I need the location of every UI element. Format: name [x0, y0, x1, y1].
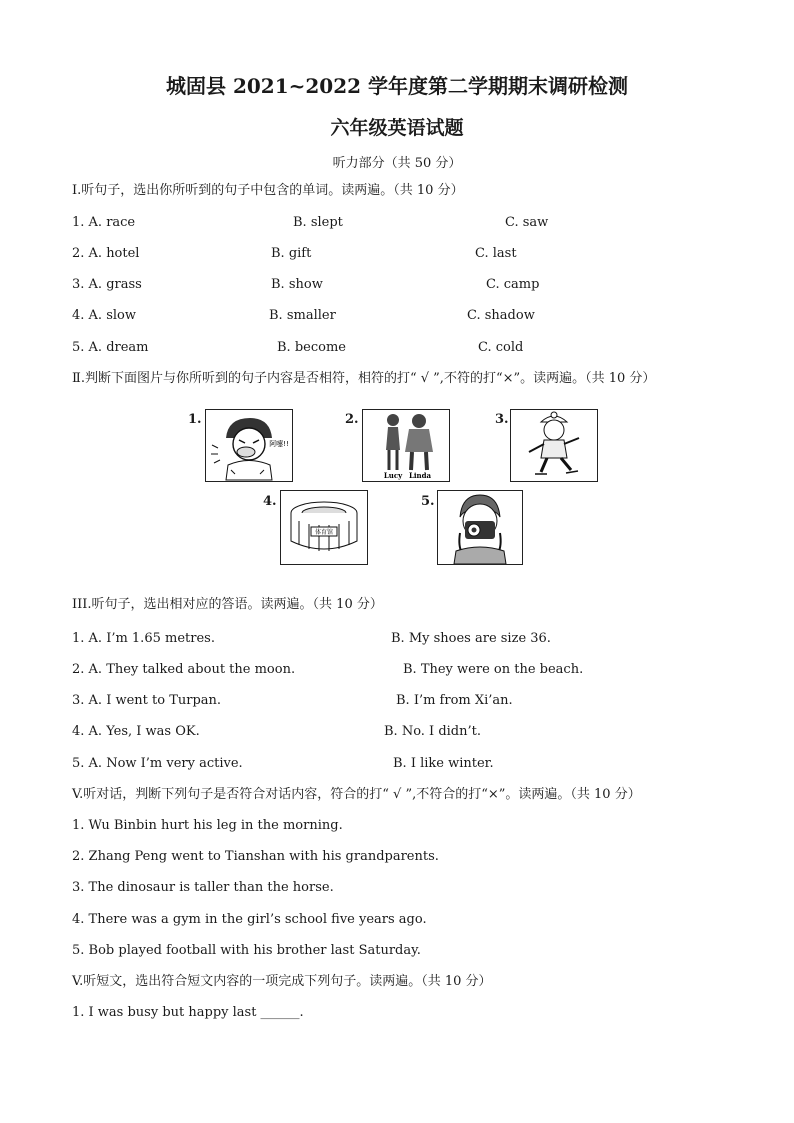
- s5-question-1: 1. I was busy but happy last ______.: [72, 1005, 304, 1020]
- s1-q3-option-c: C. camp: [486, 277, 540, 292]
- s1-q5-option-c: C. cold: [478, 340, 524, 355]
- s3-q2-option-b: B. They were on the beach.: [403, 662, 584, 677]
- s1-q2-option-c: C. last: [475, 246, 517, 261]
- s1-q3-option-a: 3. A. grass: [72, 277, 142, 292]
- s1-q5-option-b: B. become: [277, 340, 346, 355]
- s1-q4-option-b: B. smaller: [269, 308, 336, 323]
- picture-1: [205, 409, 293, 482]
- s3-q5-option-b: B. I like winter.: [393, 756, 494, 771]
- s3-q4-option-a: 4. A. Yes, I was OK.: [72, 724, 200, 739]
- section3-heading: III.听句子，选出相对应的答语。读两遍。（共 10 分）: [72, 597, 383, 612]
- s3-q1-option-a: 1. A. I’m 1.65 metres.: [72, 631, 215, 646]
- s1-q2-option-a: 2. A. hotel: [72, 246, 140, 261]
- s1-q5-option-a: 5. A. dream: [72, 340, 149, 355]
- picture-4: [280, 490, 368, 565]
- section4-heading: V.听对话，判断下列句子是否符合对话内容，符合的打“ √ ”,不符合的打“×”。读两遍。（共 10 分）: [72, 787, 641, 802]
- picture-4-number: 4.: [263, 494, 277, 509]
- section1-heading: I.听句子，选出你所听到的句子中包含的单词。读两遍。（共 10 分）: [72, 183, 464, 198]
- s1-q1-option-b: B. slept: [293, 215, 343, 230]
- listening-part-label: 听力部分（共 50 分）: [332, 156, 462, 171]
- sneezing-boy-icon: [206, 410, 292, 481]
- s3-q3-option-a: 3. A. I went to Turpan.: [72, 693, 222, 708]
- s4-statement-3: 3. The dinosaur is taller than the horse.: [72, 880, 334, 895]
- s3-q4-option-b: B. No. I didn’t.: [384, 724, 481, 739]
- two-girls-icon: [363, 410, 449, 481]
- picture-5-number: 5.: [421, 494, 435, 509]
- picture-3-number: 3.: [495, 412, 509, 427]
- s3-q5-option-a: 5. A. Now I’m very active.: [72, 756, 243, 771]
- stadium-sign-text: 体育馆: [314, 529, 334, 536]
- s3-q1-option-b: B. My shoes are size 36.: [391, 631, 551, 646]
- stadium-icon: [281, 491, 367, 564]
- picture-2-number: 2.: [345, 412, 359, 427]
- picture-2: [362, 409, 450, 482]
- s1-q3-option-b: B. show: [271, 277, 323, 292]
- s3-q3-option-b: B. I’m from Xi’an.: [396, 693, 513, 708]
- s1-q4-option-a: 4. A. slow: [72, 308, 136, 323]
- s4-statement-1: 1. Wu Binbin hurt his leg in the morning.: [72, 818, 343, 833]
- picture-3: [510, 409, 598, 482]
- s1-q1-option-a: 1. A. race: [72, 215, 136, 230]
- s4-statement-4: 4. There was a gym in the girl’s school five years ago.: [72, 912, 427, 927]
- s4-statement-5: 5. Bob played football with his brother last Saturday.: [72, 943, 421, 958]
- picture-1-number: 1.: [188, 412, 202, 427]
- s4-statement-2: 2. Zhang Peng went to Tianshan with his grandparents.: [72, 849, 439, 864]
- section5-heading: V.听短文，选出符合短文内容的一项完成下列句子。读两遍。（共 10 分）: [72, 974, 492, 989]
- left-girl-name: Lucy: [383, 471, 403, 480]
- exam-title: 城固县 2021~2022 学年度第二学期期末调研检测: [165, 74, 628, 98]
- picture-5: [437, 490, 523, 565]
- s1-q1-option-c: C. saw: [505, 215, 549, 230]
- s1-q2-option-b: B. gift: [271, 246, 312, 261]
- sneeze-text: 阿嚏!!: [269, 440, 289, 448]
- section2-heading: Ⅱ.判断下面图片与你所听到的句子内容是否相符，相符的打“ √ ”,不符的打“×”。读两遍。（共 10 分）: [72, 371, 656, 386]
- skating-boy-icon: [511, 410, 597, 481]
- right-girl-name: Linda: [408, 471, 432, 480]
- s3-q2-option-a: 2. A. They talked about the moon.: [72, 662, 296, 677]
- camera-boy-icon: [438, 491, 522, 564]
- exam-subtitle: 六年级英语试题: [330, 117, 464, 139]
- s1-q4-option-c: C. shadow: [467, 308, 535, 323]
